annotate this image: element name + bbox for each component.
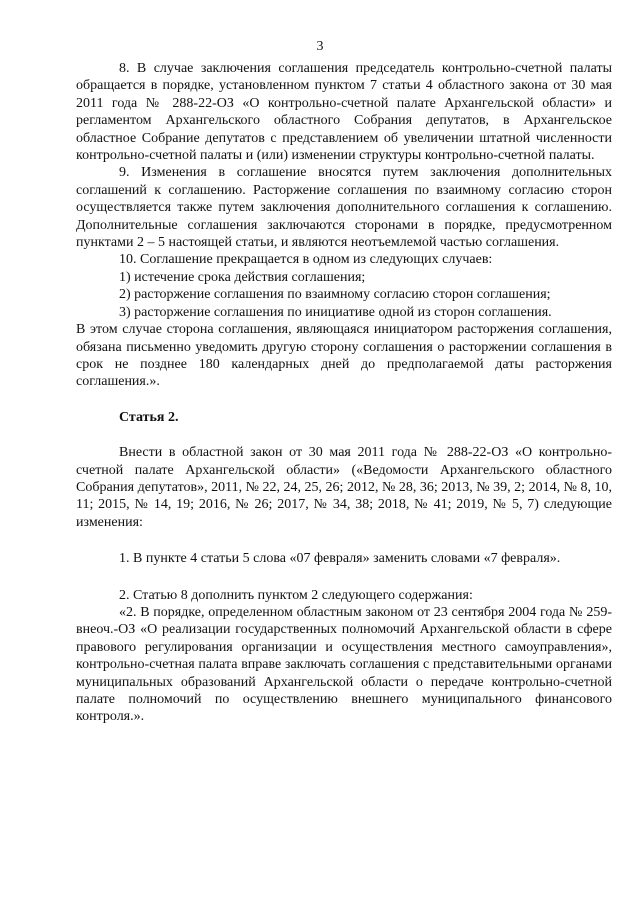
- list-item-3: 3) расторжение соглашения по инициативе одной из сторон соглашения.: [119, 304, 552, 320]
- amendment-item-2-text: «2. В порядке, определенном областным законом от 23 сентября 2004 года № 259-внеоч.-ОЗ «О реализации государственных полномочий Архангельской области в сфере правового регулирования организации и осуществления местного самоуправления», контрольно-счетная палата вправе заключать соглашения с представительными органами муниципальных образований Архангельской области о передаче контрольно-счетной палате полномочий по осуществлению внешнего муниципального финансового контроля.».: [76, 604, 612, 725]
- page-number: 3: [316, 39, 324, 54]
- paragraph-8: 8. В случае заключения соглашения председатель контрольно-счетной палаты обращается в порядке, установленном пунктом 7 статьи 4 областного закона от 30 мая 2011 года № 288-22-ОЗ «О контрольно-счетной палате Архангельской области» и регламентом Архангельского областного Собрания депутатов, в Архангельское областное Собрание депутатов с представлением об увеличении штатной численности контрольно-счетной палаты и (или) изменении структуры контрольно-счетной палаты.: [76, 61, 612, 164]
- paragraph-9: 9. Изменения в соглашение вносятся путем заключения дополнительных соглашений к соглашению. Расторжение соглашения по взаимному согласию сторон осуществляется также путем заключения дополнительного соглашения к соглашению. Дополнительные соглашения заключаются сторонами в порядке, предусмотренном пунктами 2 – 5 настоящей статьи, и являются неотъемлемой частью соглашения.: [76, 165, 612, 251]
- list-item-2: 2) расторжение соглашения по взаимному согласию сторон соглашения;: [119, 287, 551, 303]
- list-item-1: 1) истечение срока действия соглашения;: [119, 269, 366, 285]
- paragraph-10: 10. Соглашение прекращается в одном из следующих случаев:: [119, 252, 493, 268]
- amendment-item-1: 1. В пункте 4 статьи 5 слова «07 февраля» заменить словами «7 февраля».: [119, 551, 561, 567]
- amendment-item-2: 2. Статью 8 дополнить пунктом 2 следующего содержания:: [119, 587, 473, 603]
- article-intro: Внести в областной закон от 30 мая 2011 года № 288-22-ОЗ «О контрольно-счетной палате Архангельской области» («Ведомости Архангельского областного Собрания депутатов», 2011, № 22, 24, 25, 26; 2012, № 28, 36; 2013, № 39, 2; 2014, № 8, 10, 11; 2015, № 14, 19; 2016, № 26; 2017, № 34, 38; 2018, № 41; 2019, № 5, 7) следующие изменения:: [76, 445, 612, 530]
- document-body: [76, 60, 612, 726]
- list-item-3-continuation: В этом случае сторона соглашения, являющаяся инициатором расторжения соглашения, обязана письменно уведомить другую сторону соглашения о расторжении соглашения в срок не позднее 180 календарных дней до предполагаемой даты расторжения соглашения.».: [76, 322, 612, 390]
- article-heading: Статья 2.: [119, 409, 179, 425]
